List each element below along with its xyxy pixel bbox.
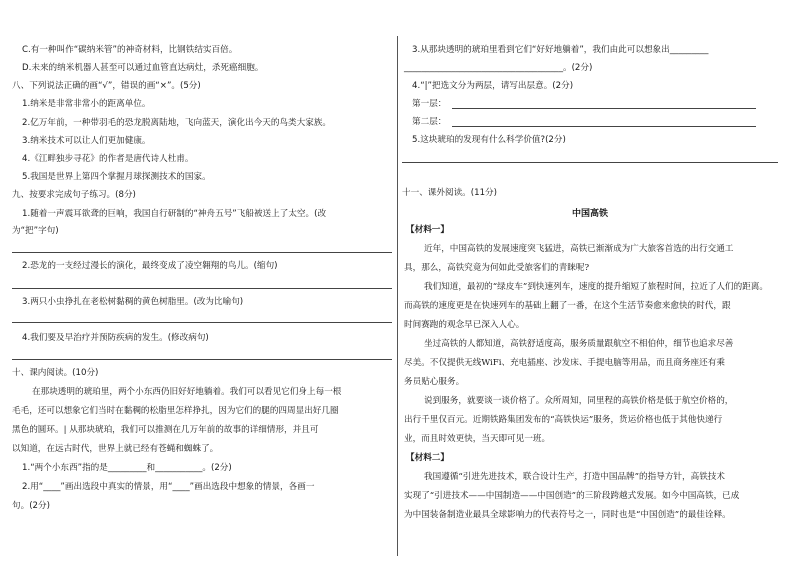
answer-line xyxy=(452,108,756,109)
m1-p2-line-1: 我们知道，最初的“绿皮车”到快速列车，速度的提升缩短了旅程时间，拉近了人们的距离。 xyxy=(424,282,768,292)
m1-p2-line-2: 而高铁的速度更是在快速列车的基础上翻了一番，在这个生活节奏愈来愈快的时代，跟 xyxy=(404,301,731,311)
answer-line xyxy=(12,288,392,289)
m1-p3-line-1: 坐过高铁的人都知道，高铁舒适度高，服务质量跟航空不相伯仲，细节也追求尽善 xyxy=(424,339,734,349)
m1-p1-line-2: 具，那么，高铁究竟为何如此受旅客们的青睐呢? xyxy=(404,263,590,273)
q9-item-1a: 1.随着一声震耳欲聋的巨响，我国自行研制的“神舟五号”飞船被送上了太空。(改 xyxy=(22,209,327,219)
q10-title: 十、课内阅读。(10分) xyxy=(12,368,99,378)
q7-option-d: D.未来的纳米机器人甚至可以通过血管直达病灶，杀死癌细胞。 xyxy=(22,63,264,73)
q8-title: 八、下列说法正确的画“√”，错误的画“×”。(5分) xyxy=(12,81,201,91)
layer-2-label: 第二层： xyxy=(412,117,447,127)
q10-item-5: 5.这块琥珀的发现有什么科学价值?(2分) xyxy=(412,135,566,145)
q9-item-1b: 为“把”字句) xyxy=(12,226,59,236)
q10-passage-line-3: 黑色的圆环。| 从那块琥珀，我们可以推测在几万年前的故事的详细情形，并且可 xyxy=(12,425,319,435)
m1-p3-line-2: 尽美。不仅提供无线WiFi、充电插座、沙发床、手提电脑等用品，而且商务座还有乘 xyxy=(404,358,725,368)
q10-item-3a: 3.从那块透明的琥珀里看到它们“好好地躺着”，我们由此可以想象出_________ xyxy=(412,45,709,55)
m1-p4-line-2: 出行千里仅百元。近期铁路集团发布的“高铁快运”服务，货运价格也低于其他快递行 xyxy=(404,415,723,425)
q10-passage-line-1: 在那块透明的琥珀里，两个小东西仍旧好好地躺着。我们可以看见它们身上每一根 xyxy=(32,387,342,397)
q8-item-2: 2.亿万年前，一种带羽毛的恐龙脱离陆地，飞向蓝天，演化出今天的鸟类大家族。 xyxy=(22,118,331,128)
layer-1-label: 第一层： xyxy=(412,99,447,109)
q10-item-4: 4.“|”把选文分为两层，请写出层意。(2分) xyxy=(412,81,574,91)
material-2-label: 【材料二】 xyxy=(406,453,449,463)
m2-p1-line-1: 我国遵循“引进先进技术，联合设计生产，打造中国品牌”的指导方针，高铁技术 xyxy=(424,472,725,482)
m1-p3-line-3: 务员贴心服务。 xyxy=(404,377,465,387)
q10-item-1: 1.“两个小东西”指的是_________和___________。(2分) xyxy=(22,463,232,473)
answer-line xyxy=(12,359,392,360)
q8-item-3: 3.纳米技术可以让人们更加健康。 xyxy=(22,136,151,146)
m1-p1-line-1: 近年，中国高铁的发展速度突飞猛进，高铁已渐渐成为广大旅客首选的出行交通工 xyxy=(424,244,734,254)
answer-line xyxy=(12,252,392,253)
m2-p1-line-3: 为中国装备制造业最具全球影响力的代表符号之一，同时也是“中国创造”的最佳诠释。 xyxy=(404,510,731,520)
q7-option-c: C.有一种叫作“碳纳米管”的神奇材料，比钢铁结实百倍。 xyxy=(22,45,238,55)
m1-p2-line-3: 时间赛跑的观念早已深入人心。 xyxy=(404,320,525,330)
m2-p1-line-2: 实现了“引进技术——中国制造——中国创造”的三阶段跨越式发展。如今中国高铁，已成 xyxy=(404,491,740,501)
article-title: 中国高铁 xyxy=(571,209,608,219)
q9-item-3: 3.两只小虫挣扎在老松树黏稠的黄色树脂里。(改为比喻句) xyxy=(22,297,244,307)
q8-item-1: 1.纳米是非常非常小的距离单位。 xyxy=(22,99,151,109)
q9-title: 九、按要求完成句子练习。(8分) xyxy=(12,190,136,200)
q9-item-4: 4.我们要及早治疗并预防疾病的发生。(修改病句) xyxy=(22,333,209,343)
answer-line xyxy=(402,162,778,163)
q11-title: 十一、课外阅读。(11分) xyxy=(402,188,497,198)
q8-item-5: 5.我国是世界上第四个掌握月球探测技术的国家。 xyxy=(22,172,211,182)
q9-item-2: 2.恐龙的一支经过漫长的演化，最终变成了凌空翱翔的鸟儿。(缩句) xyxy=(22,261,278,271)
m1-p4-line-1: 说到服务，就要谈一谈价格了。众所周知，同里程的高铁价格是低于航空价格的， xyxy=(424,396,734,406)
answer-line xyxy=(452,126,756,127)
column-divider xyxy=(397,36,398,556)
material-1-label: 【材料一】 xyxy=(406,225,449,235)
q10-item-2b: 句。(2分) xyxy=(12,501,50,511)
q10-passage-line-2: 毛毛，还可以想象它们当时在黏稠的松脂里怎样挣扎，因为它们的腿的四周显出好几圈 xyxy=(12,406,339,416)
q10-passage-line-4: 以知道，在远古时代，世界上就已经有苍蝇和蜘蛛了。 xyxy=(12,444,219,454)
q10-item-3b: _____________________________________。(2分) xyxy=(404,63,593,73)
m1-p4-line-3: 业，而且时效更快，当天即可见一班。 xyxy=(404,434,551,444)
q10-item-2a: 2.用“____”画出选段中真实的情景，用“____”画出选段中想象的情景，各画一 xyxy=(22,482,315,492)
answer-line xyxy=(12,322,392,323)
q8-item-4: 4.《江畔独步寻花》的作者是唐代诗人杜甫。 xyxy=(22,154,194,164)
